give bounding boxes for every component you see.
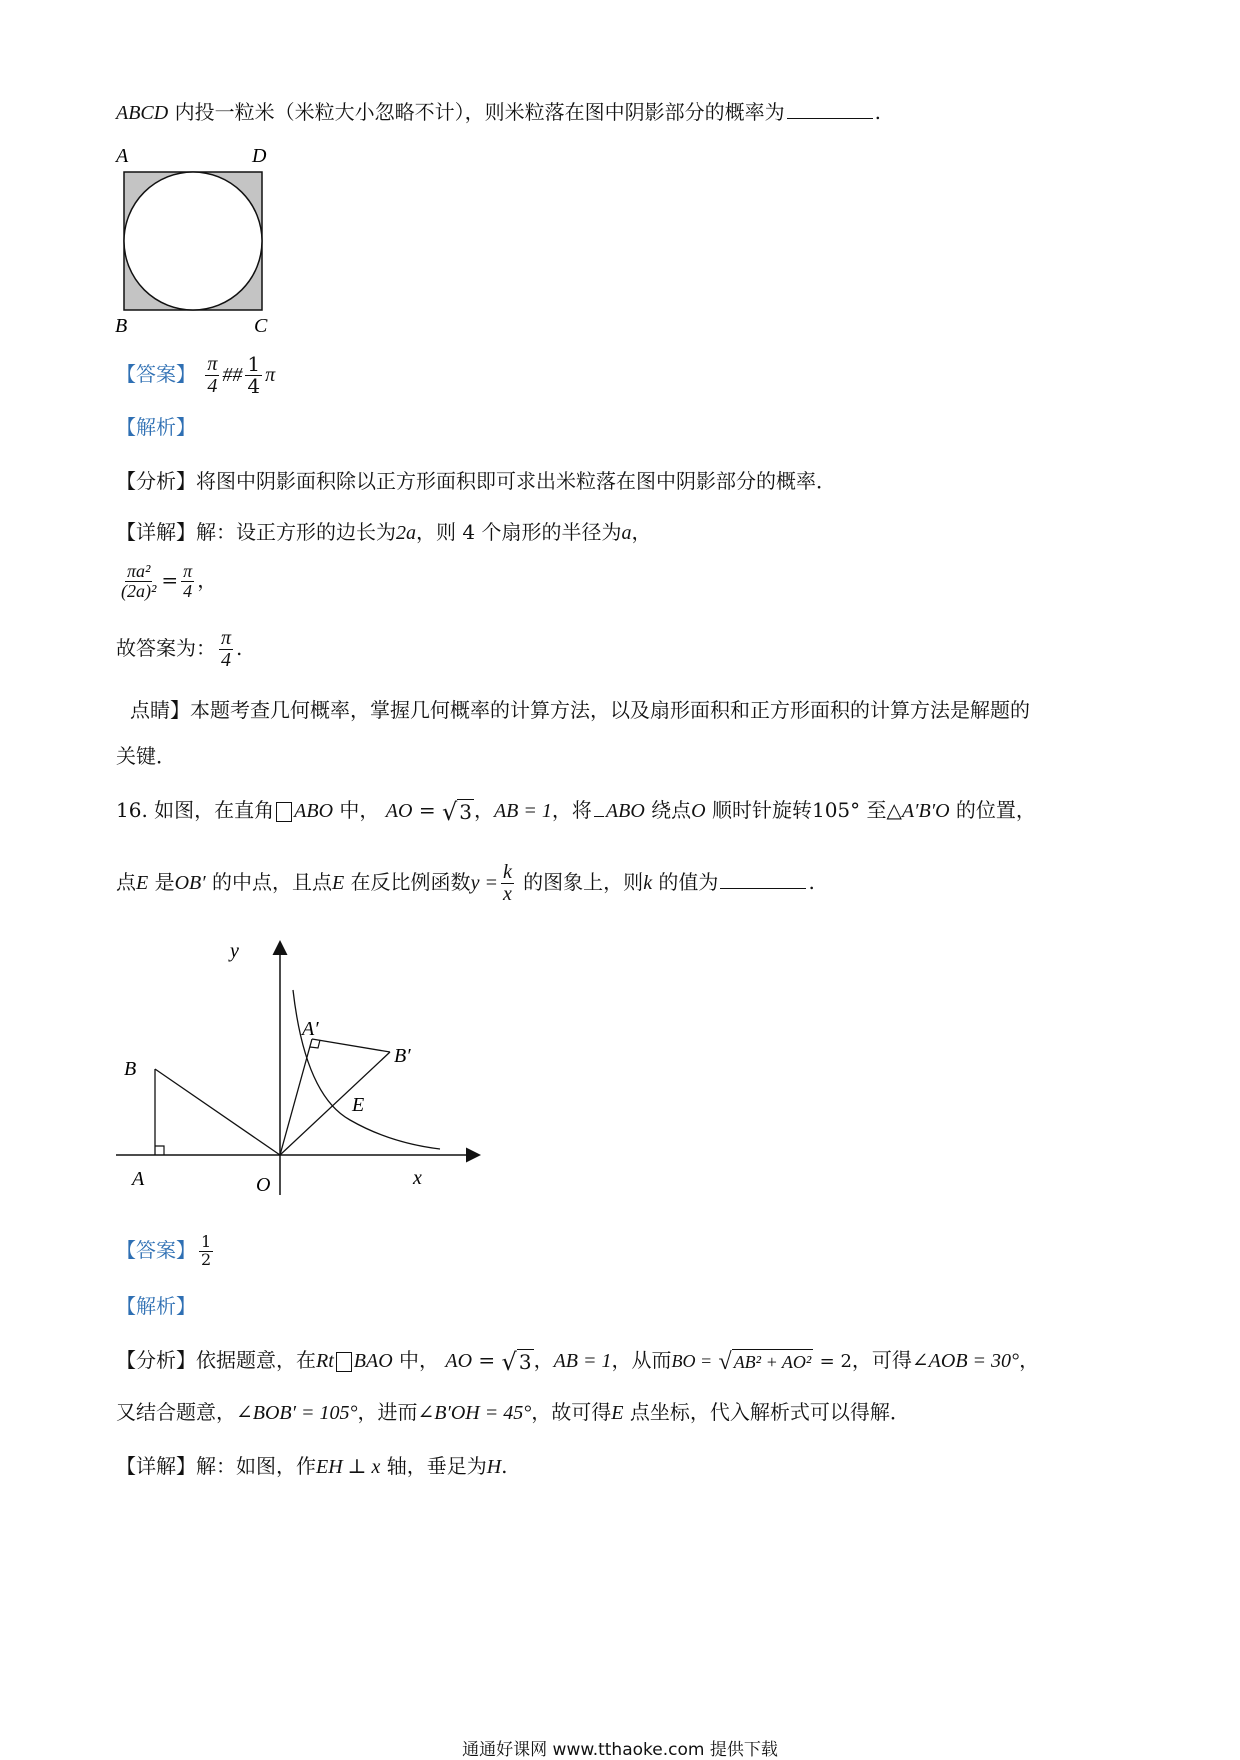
q15-xiangjie-line bbox=[116, 518, 651, 547]
q15-analysis-tag: 【解析】 bbox=[116, 415, 196, 439]
q16-l1-c: 中， bbox=[333, 798, 380, 822]
q15-question-end: . bbox=[874, 100, 881, 124]
answer-pi: π bbox=[265, 364, 276, 386]
xiangjie-2a: 2a bbox=[396, 522, 416, 544]
q16-l1-g: 绕点 bbox=[644, 798, 692, 822]
q16-l1-d: ， bbox=[473, 798, 494, 822]
q15-fenxi-line bbox=[116, 467, 836, 495]
segment-a1b1 bbox=[312, 1039, 390, 1052]
q16-xj-eh: EH ⊥ x bbox=[316, 1456, 381, 1478]
eq-right-fraction: $\frac{\pi}{4}$ bbox=[183, 561, 193, 601]
q16-xj-h: H bbox=[486, 1456, 502, 1478]
eq-equals: = bbox=[161, 567, 179, 592]
q16-fx-eq2: = 2 bbox=[819, 1351, 852, 1372]
q16-l2-k2: k bbox=[643, 872, 653, 894]
q16-l2-c: 的中点，且点 bbox=[205, 870, 332, 894]
q16-fx-sqrt: √ 3 bbox=[501, 1347, 532, 1376]
q15-equation bbox=[116, 562, 217, 601]
q15-question-text: 内投一粒米（米粒大小忽略不计），则米粒落在图中阴影部分的概率为 bbox=[168, 100, 785, 124]
q16-fx-c: ， bbox=[533, 1348, 554, 1372]
conclusion-text: 故答案为： bbox=[116, 636, 216, 660]
q16-fx-bao: BAO bbox=[353, 1350, 393, 1372]
q16-l1-f: ABO bbox=[605, 800, 645, 822]
q15-dianjing-line-1: 点睛】本题考查几何概率，掌握几何概率的计算方法，以及扇形面积和正方形面积的计算方法是解题的 bbox=[130, 698, 1030, 722]
label-d: D bbox=[252, 145, 267, 167]
q16-l2-ob: OB′ bbox=[174, 872, 206, 894]
q16-fx2-bob: ∠BOB′ = 105° bbox=[236, 1402, 358, 1424]
segment-ob1 bbox=[280, 1052, 390, 1155]
inner-star-region bbox=[124, 172, 262, 310]
q16-answer-blank bbox=[720, 870, 806, 889]
q16-l1-ab: AB = 1 bbox=[493, 800, 552, 822]
label-a-prime: A′ bbox=[302, 1018, 319, 1040]
q16-l1-i: 的位置， bbox=[949, 798, 1036, 822]
page-footer: 通通好课网 www.tthaoke.com 提供下载 bbox=[462, 1740, 778, 1760]
right-angle-a bbox=[155, 1146, 164, 1155]
label-a: A bbox=[116, 145, 129, 167]
q15-conclusion bbox=[116, 628, 242, 671]
q15-answer-blank bbox=[787, 100, 873, 119]
q16-analysis-tag: 【解析】 bbox=[116, 1294, 196, 1318]
xiangjie-text-2: ，则 4 个扇形的半径为 bbox=[416, 520, 622, 544]
q16-fx2-d: 点坐标，代入解析式可以得解． bbox=[623, 1400, 910, 1424]
xiangjie-tag: 【详解】 bbox=[116, 520, 196, 544]
q16-l2-e2: E bbox=[331, 872, 345, 894]
q16-fx-f: ， bbox=[1019, 1348, 1040, 1372]
q16-l1-sqrt: √ 3 bbox=[441, 797, 472, 826]
label-y: y bbox=[230, 940, 239, 962]
q16-fx-rt: Rt bbox=[316, 1350, 334, 1372]
q16-fx2-a: 又结合题意， bbox=[116, 1400, 236, 1424]
q16-l2-e: E bbox=[136, 872, 149, 894]
fenxi-text: 将图中阴影面积除以正方形面积即可求出米粒落在图中阴影部分的概率． bbox=[196, 469, 836, 493]
q16-fx-d: ，从而 bbox=[611, 1348, 672, 1372]
q16-l2-d: 在反比例函数 bbox=[344, 870, 471, 894]
fenxi-tag: 【分析】 bbox=[116, 469, 196, 493]
label-e: E bbox=[352, 1094, 365, 1116]
q16-l2-b: 是 bbox=[148, 870, 175, 894]
q16-fenxi-line-1 bbox=[116, 1346, 1039, 1376]
q16-l1-a: 16. 如图，在直角 bbox=[116, 798, 275, 822]
label-b: B bbox=[124, 1058, 137, 1080]
label-o: O bbox=[256, 1174, 271, 1195]
eq-left-fraction: $\frac{\text{πa²}}{\text{(2a)²}}$ bbox=[121, 561, 157, 601]
q16-fx-e: ，可得 bbox=[851, 1348, 912, 1372]
q16-l1-eq: = bbox=[418, 798, 436, 822]
q16-coordinate-figure bbox=[110, 935, 490, 1195]
answer-fraction-2: $\frac{1}{4}$ bbox=[247, 352, 261, 398]
xiangjie-a: a bbox=[621, 522, 632, 544]
q16-l1-h: 顺时针旋转105° 至 bbox=[705, 798, 887, 822]
q16-l1-e: ，将 bbox=[551, 798, 592, 822]
answer-sep: ## bbox=[222, 364, 243, 386]
q16-l2-f: 的图象上，则 bbox=[516, 870, 644, 894]
q16-fenxi-line-2 bbox=[116, 1398, 910, 1427]
q16-fx-sqrt2: √ AB² + AO² bbox=[718, 1348, 812, 1375]
q16-xiangjie-line bbox=[116, 1452, 508, 1481]
q15-question-line bbox=[116, 98, 881, 127]
label-a: A bbox=[132, 1168, 145, 1190]
hyperbola-curve bbox=[293, 990, 440, 1149]
q16-l2-y: y = bbox=[470, 872, 498, 894]
q16-fx2-boh: ∠B′OH = 45° bbox=[417, 1402, 532, 1424]
conclusion-end: . bbox=[236, 636, 243, 660]
q16-fx-ab: AB = 1 bbox=[553, 1350, 612, 1372]
q16-xj-tag: 【详解】 bbox=[116, 1454, 196, 1478]
eq-end: ， bbox=[197, 567, 218, 592]
q16-fx-bo: BO = bbox=[671, 1351, 713, 1371]
q16-fx2-c: ，故可得 bbox=[531, 1400, 612, 1424]
q16-xj-b: 轴，垂足为 bbox=[380, 1454, 487, 1478]
q16-l1-b: ABO bbox=[294, 800, 334, 822]
xiangjie-text-1: 解：设正方形的边长为 bbox=[196, 520, 396, 544]
q15-answer-line bbox=[116, 354, 275, 397]
label-x: x bbox=[413, 1167, 422, 1189]
q16-xj-c: . bbox=[501, 1454, 508, 1478]
segment-oa1 bbox=[280, 1039, 312, 1155]
segment-bo bbox=[155, 1069, 280, 1155]
q16-l2-a: 点 bbox=[116, 870, 136, 894]
q16-kx-fraction: $\frac{k}{x}$ bbox=[502, 861, 512, 905]
missing-glyph-box-2 bbox=[336, 1352, 352, 1372]
q16-fx-ao: AO bbox=[445, 1350, 473, 1372]
q16-question-line-1 bbox=[116, 796, 1036, 825]
label-b: B bbox=[115, 315, 128, 336]
label-b-prime: B′ bbox=[394, 1045, 411, 1067]
answer-tag: 【答案】 bbox=[116, 362, 196, 386]
xiangjie-text-3: ， bbox=[631, 520, 652, 544]
q15-abcd: ABCD bbox=[116, 102, 169, 124]
angle-glyph bbox=[594, 816, 604, 817]
q16-answer-fraction: $\frac{1}{2}$ bbox=[201, 1232, 212, 1269]
answer-fraction-1: $\frac{\pi}{4}$ bbox=[207, 353, 218, 397]
q16-fx-eq: = bbox=[478, 1348, 496, 1372]
conclusion-fraction: $\frac{\pi}{4}$ bbox=[221, 627, 232, 671]
q15-dianjing-line-2: 关键． bbox=[116, 744, 176, 768]
q16-fx-tag: 【分析】 bbox=[116, 1348, 196, 1372]
q16-fx-a: 依据题意，在 bbox=[196, 1348, 316, 1372]
missing-glyph-box bbox=[276, 802, 292, 822]
q16-fx-b: 中， bbox=[392, 1348, 440, 1372]
q16-fx-aob: ∠AOB = 30° bbox=[911, 1350, 1020, 1372]
q16-l2-end: . bbox=[808, 870, 815, 894]
q16-fx2-b: ，进而 bbox=[357, 1400, 418, 1424]
q16-fx2-e: E bbox=[611, 1402, 624, 1424]
q16-l1-o: O bbox=[691, 800, 706, 822]
q16-xj-a: 解：如图，作 bbox=[196, 1454, 316, 1478]
label-c: C bbox=[254, 315, 268, 336]
q16-l2-g: 的值为 bbox=[652, 870, 719, 894]
q16-l1-ao: AO bbox=[385, 800, 413, 822]
q16-answer-tag: 【答案】 bbox=[116, 1238, 196, 1262]
q16-answer-line bbox=[116, 1234, 216, 1269]
q16-l1-tri: △A′B′O bbox=[886, 800, 950, 822]
q16-question-line-2 bbox=[116, 862, 815, 905]
q15-square-figure bbox=[112, 136, 272, 336]
